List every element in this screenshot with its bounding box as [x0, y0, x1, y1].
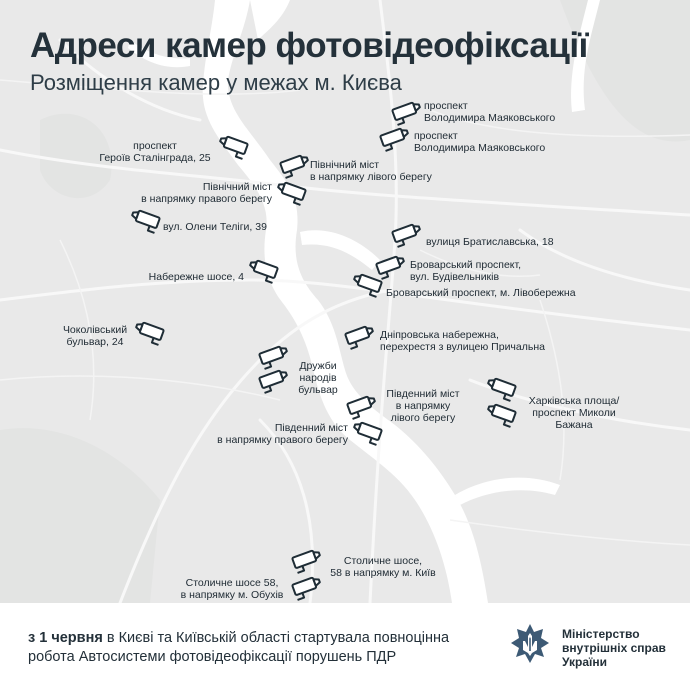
camera-label: проспект Героїв Сталінграда, 25	[99, 140, 211, 164]
camera-label: Дніпровська набережна, перехрестя з вулицею Причальна	[380, 329, 545, 353]
footer-banner	[0, 603, 690, 690]
camera-label: Північний міст в напрямку правого берегу	[141, 181, 272, 205]
camera-icon	[257, 344, 291, 370]
announcement-date: з 1 червня	[28, 630, 103, 646]
announcement-body: в Києві та Київській області стартувала повноцінна робота Автосистеми фотовідеофіксації порушень ПДР	[28, 630, 450, 665]
announcement-text	[28, 629, 498, 667]
camera-label: Дружби народів бульвар	[298, 360, 338, 396]
camera-icon	[345, 394, 379, 420]
camera-icon	[278, 153, 312, 179]
camera-icon	[246, 258, 280, 284]
camera-label: Броварський проспект, вул. Будівельників	[410, 259, 522, 283]
camera-label: Столичне шосе, 58 в напрямку м. Київ	[330, 555, 436, 579]
camera-label: Південний міст в напрямку правого берегу	[217, 422, 348, 446]
camera-icon	[128, 208, 162, 234]
camera-icon	[343, 324, 377, 350]
camera-label: проспект Володимира Маяковського	[414, 130, 546, 154]
camera-label: Північний міст в напрямку лівого берегу	[310, 159, 432, 183]
camera-icon	[378, 126, 412, 152]
page-title: Адреси камер фотовідеофіксації	[30, 26, 588, 65]
camera-label: Набережне шосе, 4	[148, 271, 244, 283]
camera-icon	[390, 100, 424, 126]
camera-label: Харківська площа/ проспект Миколи Бажана	[528, 395, 620, 431]
camera-icon	[274, 180, 308, 206]
camera-icon	[350, 272, 384, 298]
camera-label: вулиця Братиславська, 18	[426, 236, 554, 248]
camera-icon	[484, 376, 518, 402]
camera-icon	[390, 222, 424, 248]
camera-label: Столичне шосе 58, в напрямку м. Обухів	[180, 577, 284, 601]
camera-icon	[484, 402, 518, 428]
camera-icon	[257, 368, 291, 394]
ukraine-trident-star-icon	[510, 623, 550, 671]
camera-label: Чоколівський бульвар, 24	[62, 324, 128, 348]
ministry-name: Міністерство внутрішніх справ України	[562, 627, 666, 669]
page-subtitle: Розміщення камер у межах м. Києва	[30, 70, 402, 95]
camera-label: проспект Володимира Маяковського	[424, 100, 556, 124]
camera-label: Броварський проспект, м. Лівобережна	[386, 287, 576, 299]
camera-label: Південний міст в напрямку лівого берегу	[386, 388, 460, 424]
camera-label: вул. Олени Теліги, 39	[163, 221, 267, 233]
camera-icon	[216, 134, 250, 160]
